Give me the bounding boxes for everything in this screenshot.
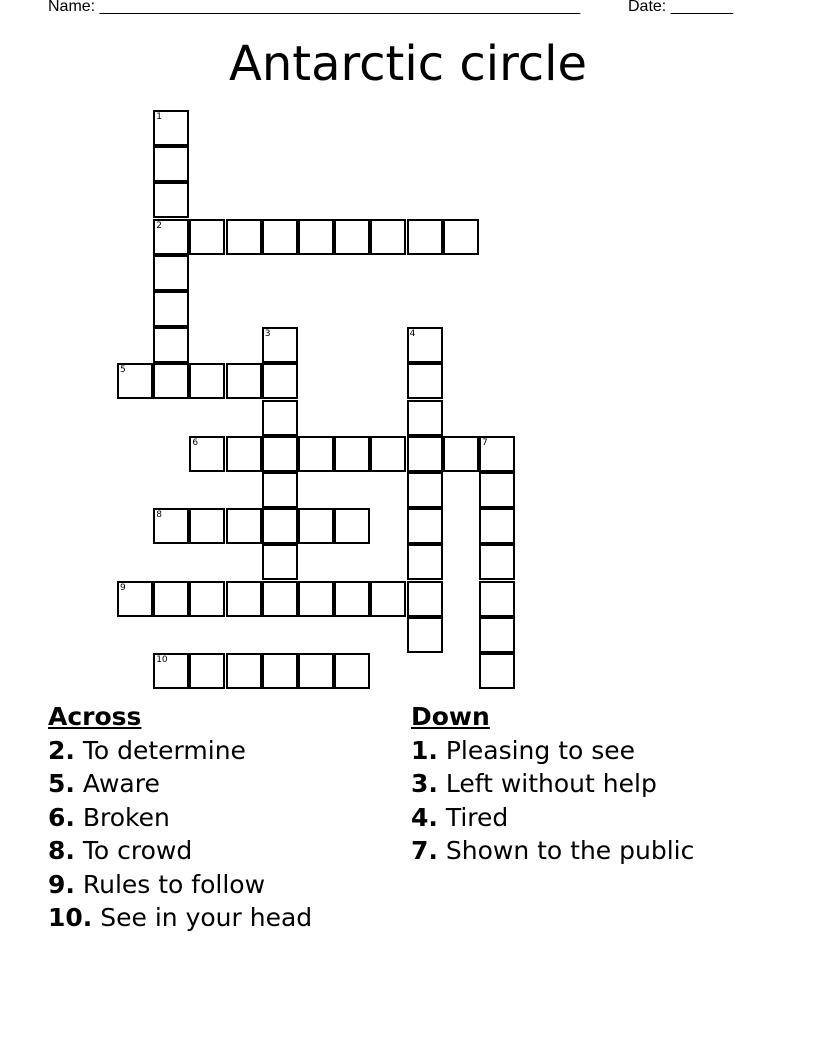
crossword-cell[interactable] <box>298 581 334 617</box>
cell-number: 1 <box>156 112 162 122</box>
crossword-cell[interactable] <box>262 400 298 436</box>
crossword-cell[interactable] <box>226 581 262 617</box>
crossword-cell[interactable] <box>479 617 515 653</box>
date-field-label: Date: _______ <box>628 0 733 15</box>
clue-number: 1. <box>411 735 438 765</box>
crossword-cell[interactable] <box>407 436 443 472</box>
clue-number: 6. <box>48 802 75 832</box>
clue-across-5 <box>48 767 312 801</box>
crossword-cell[interactable] <box>226 219 262 255</box>
crossword-cell[interactable] <box>334 653 370 689</box>
crossword-cell[interactable] <box>443 219 479 255</box>
clue-text: Left without help <box>445 769 657 798</box>
across-heading: Across <box>48 702 142 731</box>
crossword-cell[interactable] <box>153 653 189 689</box>
crossword-cell[interactable] <box>189 436 225 472</box>
clue-text: Rules to follow <box>82 869 266 899</box>
crossword-cell[interactable] <box>262 581 298 617</box>
clue-number: 2. <box>48 735 75 765</box>
crossword-cell[interactable] <box>334 436 370 472</box>
crossword-cell[interactable] <box>407 363 443 399</box>
crossword-cell[interactable] <box>153 291 189 327</box>
crossword-cell[interactable] <box>407 508 443 544</box>
crossword-cell[interactable] <box>370 219 406 255</box>
clue-number: 3. <box>411 769 438 798</box>
cell-number: 2 <box>156 220 162 231</box>
cell-number: 6 <box>192 437 199 448</box>
crossword-cell[interactable] <box>262 363 298 399</box>
clue-number: 10. <box>48 903 93 932</box>
crossword-cell[interactable] <box>443 436 479 472</box>
cell-number: 10 <box>156 655 168 665</box>
cell-number: 4 <box>409 329 416 340</box>
clue-number: 5. <box>48 769 75 798</box>
crossword-cell[interactable] <box>189 363 225 399</box>
clue-text: Pleasing to see <box>445 735 636 765</box>
cell-number: 9 <box>120 582 126 593</box>
crossword-cell[interactable] <box>153 182 189 218</box>
clue-number: 7. <box>411 836 438 865</box>
clue-down-4 <box>411 801 694 835</box>
crossword-cell[interactable] <box>479 581 515 617</box>
clue-number: 4. <box>411 802 438 832</box>
crossword-cell[interactable] <box>407 544 443 580</box>
crossword-cell[interactable] <box>479 508 515 544</box>
clue-text: Tired <box>445 802 509 832</box>
crossword-cell[interactable] <box>407 400 443 436</box>
clue-across-10 <box>48 901 312 935</box>
crossword-cell[interactable] <box>298 508 334 544</box>
crossword-cell[interactable] <box>479 436 515 472</box>
crossword-cell[interactable] <box>334 508 370 544</box>
cell-number: 3 <box>264 329 271 340</box>
crossword-cell[interactable] <box>262 436 298 472</box>
crossword-cell[interactable] <box>153 219 189 255</box>
down-heading: Down <box>411 702 490 731</box>
crossword-cell[interactable] <box>298 219 334 255</box>
crossword-cell[interactable] <box>153 581 189 617</box>
puzzle-title: Antarctic circle <box>228 36 588 92</box>
cell-number: 8 <box>156 510 162 521</box>
crossword-cell[interactable] <box>262 219 298 255</box>
crossword-cell[interactable] <box>189 219 225 255</box>
clue-text: Broken <box>82 802 170 832</box>
clue-text: To crowd <box>82 836 193 865</box>
crossword-cell[interactable] <box>407 327 443 363</box>
crossword-cell[interactable] <box>226 436 262 472</box>
crossword-cell[interactable] <box>479 653 515 689</box>
clue-down-1 <box>411 734 694 768</box>
crossword-cell[interactable] <box>407 472 443 508</box>
crossword-cell[interactable] <box>189 581 225 617</box>
crossword-cell[interactable] <box>334 581 370 617</box>
crossword-cell[interactable] <box>262 544 298 580</box>
crossword-cell[interactable] <box>262 327 298 363</box>
crossword-cell[interactable] <box>153 146 189 182</box>
crossword-cell[interactable] <box>298 653 334 689</box>
cell-number: 7 <box>482 437 488 448</box>
crossword-cell[interactable] <box>479 544 515 580</box>
crossword-cell[interactable] <box>407 219 443 255</box>
crossword-cell[interactable] <box>262 472 298 508</box>
crossword-cell[interactable] <box>153 110 189 146</box>
crossword-cell[interactable] <box>298 436 334 472</box>
clue-text: To determine <box>82 735 246 765</box>
clue-down-3 <box>411 767 694 801</box>
crossword-cell[interactable] <box>479 472 515 508</box>
clue-number: 9. <box>48 869 75 899</box>
clue-across-8 <box>48 834 312 868</box>
cell-number: 5 <box>120 365 126 376</box>
across-clues <box>48 700 312 935</box>
crossword-cell[interactable] <box>334 219 370 255</box>
crossword-cell[interactable] <box>407 581 443 617</box>
crossword-cell[interactable] <box>153 363 189 399</box>
crossword-cell[interactable] <box>370 436 406 472</box>
crossword-cell[interactable] <box>407 617 443 653</box>
crossword-cell[interactable] <box>189 653 225 689</box>
down-clues <box>411 700 694 868</box>
clue-text: See in your head <box>100 903 313 932</box>
clue-across-6 <box>48 801 312 835</box>
crossword-cell[interactable] <box>226 653 262 689</box>
clue-number: 8. <box>48 836 75 865</box>
crossword-cell[interactable] <box>226 508 262 544</box>
clue-across-2 <box>48 734 312 768</box>
crossword-cell[interactable] <box>153 508 189 544</box>
clue-text: Aware <box>82 769 160 798</box>
clue-across-9 <box>48 868 312 902</box>
crossword-cell[interactable] <box>117 363 153 399</box>
crossword-cell[interactable] <box>226 363 262 399</box>
clue-down-7 <box>411 834 694 868</box>
crossword-cell[interactable] <box>370 581 406 617</box>
crossword-cell[interactable] <box>153 327 189 363</box>
crossword-cell[interactable] <box>117 581 153 617</box>
crossword-cell[interactable] <box>262 508 298 544</box>
name-field-label: Name: ______________________________________________________ <box>48 0 581 15</box>
crossword-cell[interactable] <box>153 255 189 291</box>
crossword-cell[interactable] <box>262 653 298 689</box>
clue-text: Shown to the public <box>445 836 695 865</box>
crossword-cell[interactable] <box>189 508 225 544</box>
